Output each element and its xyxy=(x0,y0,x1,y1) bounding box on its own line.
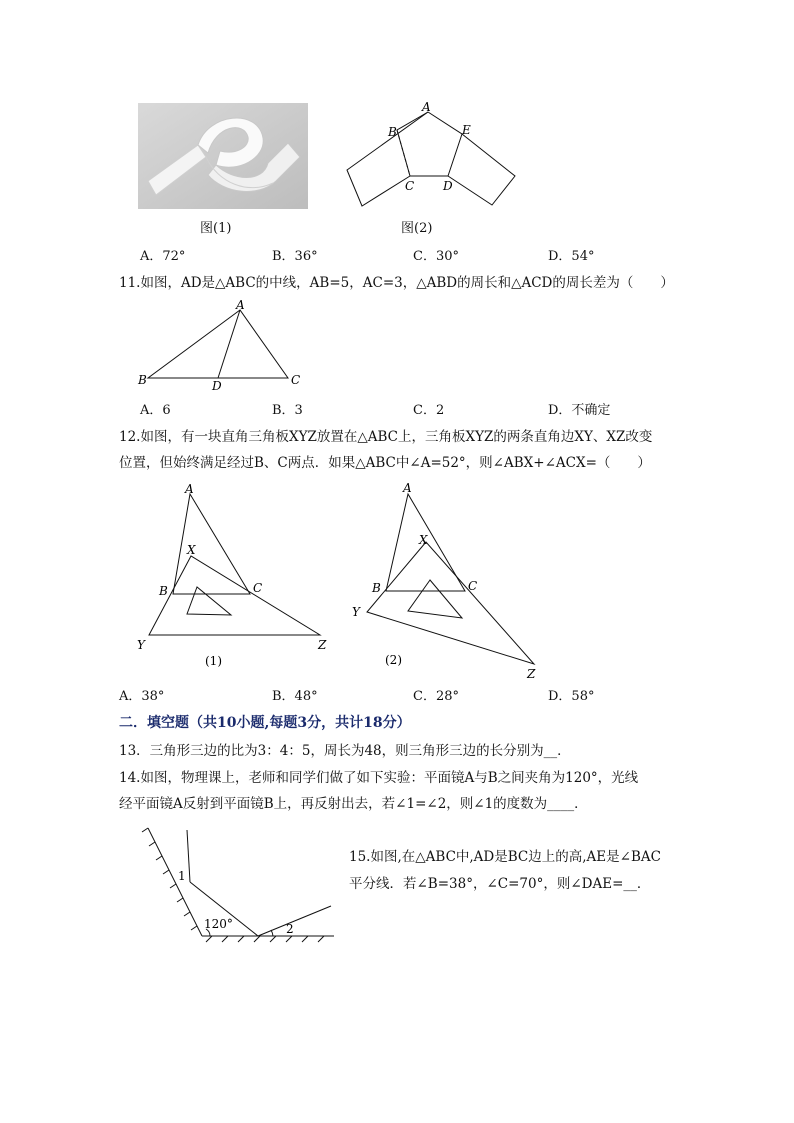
q15-question-line1: 15.如图,在△ABC中,AD是BC边上的高,AE是∠BAC xyxy=(349,849,661,865)
q12-option-b[interactable]: B．48° xyxy=(272,689,318,704)
label-B: B xyxy=(159,584,168,598)
q10-option-a[interactable]: A．72° xyxy=(140,249,186,264)
q11-question: 11.如图，AD是△ABC的中线，AB=5，AC=3，△ABD的周长和△ACD的周长差为（ ） xyxy=(119,275,674,291)
label-B: B xyxy=(138,373,147,387)
q14-question-line1: 14.如图，物理课上，老师和同学们做了如下实验：平面镜A与B之间夹角为120°，光线 xyxy=(119,770,639,786)
q12-option-d[interactable]: D．58° xyxy=(548,689,595,704)
label-Y: Y xyxy=(137,638,145,652)
label-C: C xyxy=(468,579,478,593)
q10-option-b[interactable]: B．36° xyxy=(272,249,318,264)
q11-option-c[interactable]: C．2 xyxy=(413,403,445,418)
q15-question-line2: 平分线．若∠B=38°，∠C=70°，则∠DAE=__． xyxy=(349,876,651,892)
q12-option-c[interactable]: C．28° xyxy=(413,689,459,704)
q10-option-c[interactable]: C．30° xyxy=(413,249,459,264)
q12-figure-2 xyxy=(348,478,548,683)
q12-question-line2: 位置，但始终满足经过B、C两点．如果△ABC中∠A=52°，则∠ABX+∠ACX=（ ） xyxy=(119,455,651,471)
q10-fig2-caption: 图(2) xyxy=(401,221,433,236)
label-Z: Z xyxy=(318,638,327,652)
label-X: X xyxy=(419,533,428,547)
q14-mirror-figure xyxy=(138,822,338,947)
label-B: B xyxy=(388,125,397,139)
q12-fig2-caption: (2) xyxy=(385,653,402,667)
label-A: A xyxy=(185,482,194,496)
q12-option-a[interactable]: A．38° xyxy=(119,689,165,704)
q10-fig1-caption: 图(1) xyxy=(200,221,232,236)
q12-figure-1 xyxy=(133,480,343,672)
q14-label-2: 2 xyxy=(286,922,294,936)
q12-question-line1: 12.如图，有一块直角三角板XYZ放置在△ABC上，三角板XYZ的两条直角边XY、XZ改变 xyxy=(119,429,653,445)
label-A: A xyxy=(236,298,245,312)
label-Z: Z xyxy=(527,667,536,681)
label-X: X xyxy=(187,543,196,557)
label-C: C xyxy=(405,179,415,193)
label-B: B xyxy=(372,581,381,595)
knot-photo xyxy=(138,103,308,209)
knotted-paper-strip-photo-icon xyxy=(138,103,308,209)
section-title-fill-in: 二．填空题（共10小题,每题3分，共计18分） xyxy=(119,715,411,731)
q11-option-a[interactable]: A．6 xyxy=(140,403,171,418)
label-E: E xyxy=(462,123,471,137)
q13-question: 13．三角形三边的比为3：4：5，周长为48，则三角形三边的长分别为__． xyxy=(119,743,571,759)
label-C: C xyxy=(253,581,263,595)
label-A: A xyxy=(403,481,412,495)
label-C: C xyxy=(291,373,301,387)
q11-triangle-figure xyxy=(135,298,310,390)
q11-option-d[interactable]: D．不确定 xyxy=(548,403,611,418)
q11-option-b[interactable]: B．3 xyxy=(272,403,303,418)
q14-angle-120: 120° xyxy=(204,917,233,931)
label-A: A xyxy=(422,100,431,114)
label-D: D xyxy=(212,379,222,390)
q14-label-1: 1 xyxy=(178,869,186,883)
label-Y: Y xyxy=(352,605,360,619)
q10-option-d[interactable]: D．54° xyxy=(548,249,595,264)
q14-question-line2: 经平面镜A反射到平面镜B上，再反射出去，若∠1=∠2，则∠1的度数为____． xyxy=(119,796,588,812)
pentagon-strip-figure xyxy=(340,100,520,210)
q12-fig1-caption: (1) xyxy=(205,654,222,668)
label-D: D xyxy=(443,179,453,193)
